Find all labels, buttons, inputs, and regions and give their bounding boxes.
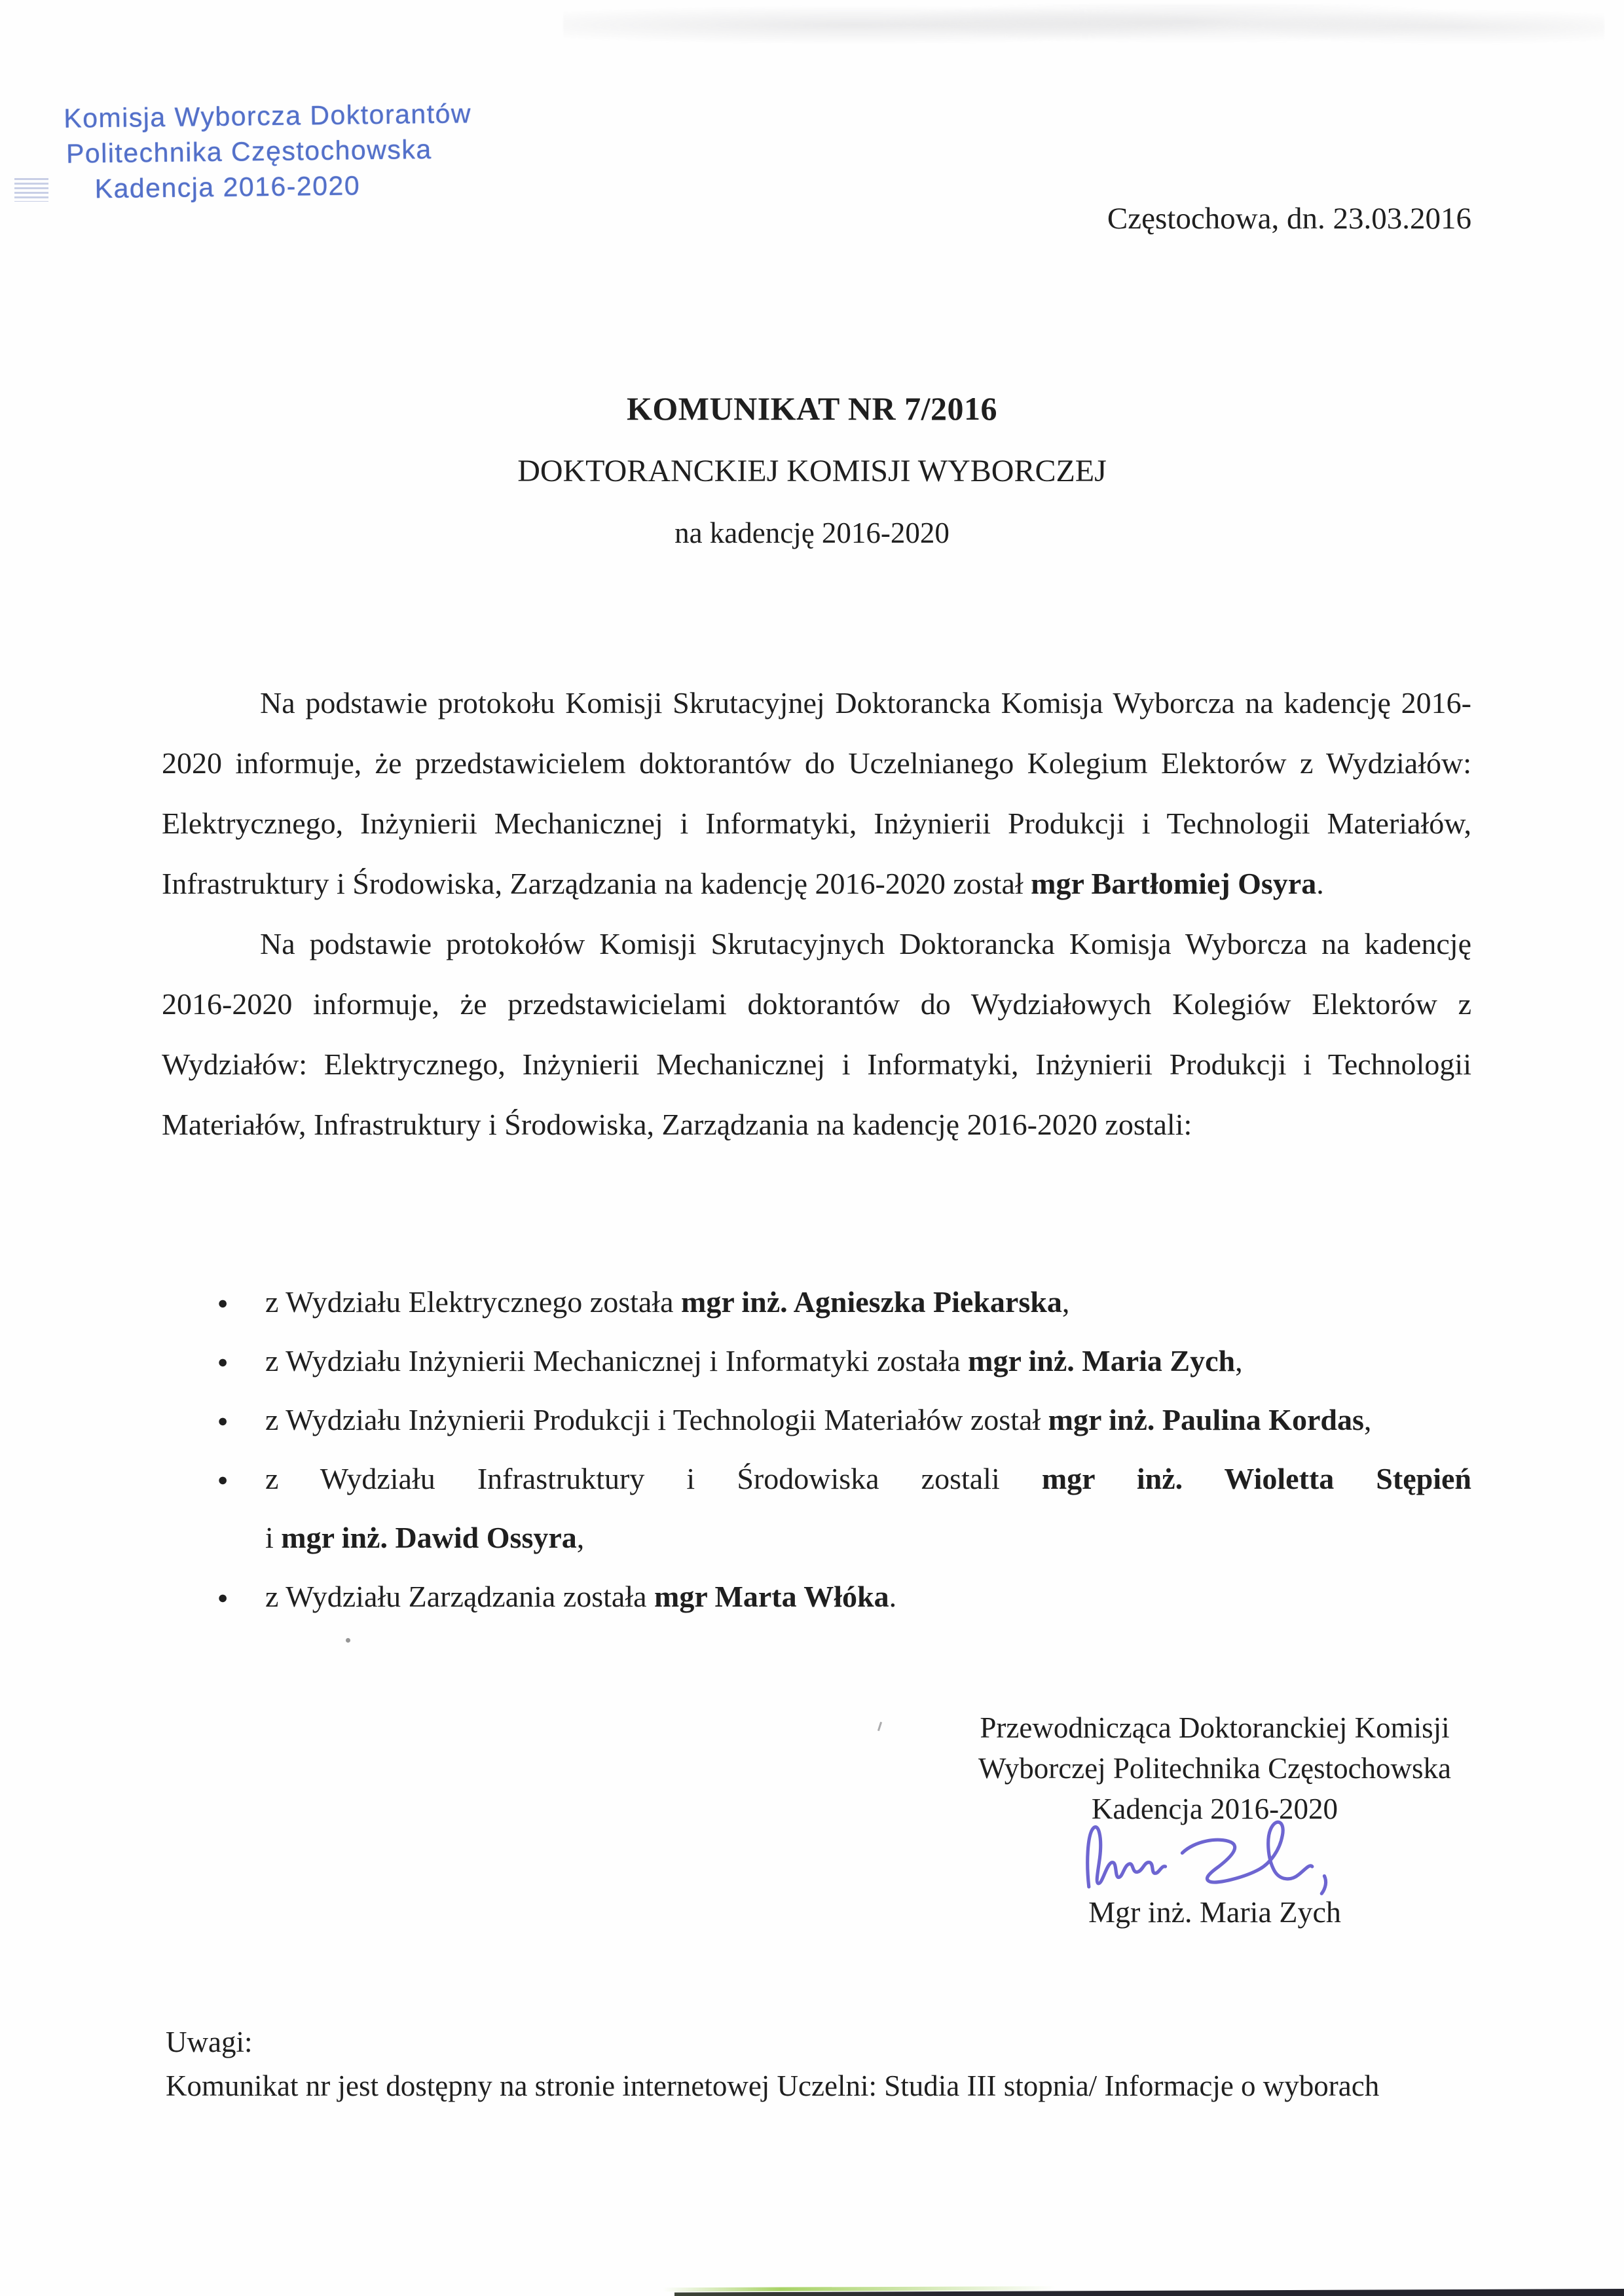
list-item-text-2: i: [265, 1521, 282, 1554]
paragraph-2: [162, 914, 1471, 1155]
list-item-text: z Wydziału Inżynierii Produkcji i Technologii Materiałów został: [265, 1403, 1048, 1436]
list-item-tail: ,: [1061, 1285, 1070, 1319]
committee-stamp: [64, 96, 473, 207]
notes-section: [166, 2020, 1390, 2108]
list-item-infrastruktura: [216, 1449, 1471, 1567]
paragraph-1-text: Na podstawie protokołu Komisji Skrutacyjnej Doktorancka Komisja Wyborcza na kadencję 2016-2020 informuje, że przedstawicielem doktorantów do Uczelnianego Kolegium Elektorów z Wydziałów: Elektrycznego, Inżynierii Mechanicznej i Informatyki, Inżynierii Produkcji i Technologii Materiałów, Infrastruktury i Środowiska, Zarządzania na kadencję 2016-2020 został: [162, 686, 1471, 900]
elected-representatives-list: [216, 1273, 1471, 1626]
list-item-first-line: [265, 1449, 1471, 1508]
person-name-zych: mgr inż. Maria Zych: [968, 1344, 1236, 1377]
scan-noise-artifact-top: [563, 4, 1604, 46]
list-item-text: z Wydziału Zarządzania została: [265, 1580, 655, 1613]
signature-title-line-1: Przewodnicząca Doktoranckiej Komisji: [980, 1711, 1450, 1744]
title-line-3: na kadencję 2016-2020: [674, 517, 950, 549]
list-item-zarzadzanie: [216, 1567, 1471, 1626]
person-name-kordas: mgr inż. Paulina Kordas: [1048, 1403, 1364, 1436]
scan-stray-dot: [346, 1638, 350, 1643]
paragraph-1-tail: .: [1316, 867, 1324, 900]
stamp-line-2: Politechnika Częstochowska: [65, 134, 432, 169]
paragraph-2-text: Na podstawie protokołów Komisji Skrutacyjnych Doktorancka Komisja Wyborcza na kadencję 2016-2020 informuje, że przedstawicielami doktorantów do Wydziałowych Kolegiów Elektorów z Wydziałów: Elektrycznego, Inżynierii Mechanicznej i Informatyki, Inżynierii Produkcji i Technologii Materiałów, Infrastruktury i Środowiska, Zarządzania na kadencję 2016-2020 zostali:: [162, 927, 1471, 1141]
list-item-tail: ,: [576, 1521, 585, 1554]
signature-stroke-last-name: [1182, 1822, 1312, 1882]
stamp-edge-smudge: [14, 178, 48, 202]
handwritten-signature: [1074, 1806, 1356, 1907]
document-title: [0, 378, 1624, 564]
paragraph-1: [162, 673, 1471, 914]
list-item-text: z Wydziału Infrastruktury i Środowiska zostali: [265, 1462, 1042, 1495]
document-body: [162, 673, 1471, 1155]
list-item-produkcja: [216, 1391, 1471, 1449]
list-item-tail: .: [889, 1580, 897, 1613]
stamp-line-3: Kadencja 2016-2020: [94, 170, 361, 204]
list-item-mechaniczny: [216, 1332, 1471, 1391]
person-name-stepien: mgr inż. Wioletta Stępień: [1041, 1462, 1471, 1495]
list-item-text: z Wydziału Elektrycznego została: [265, 1285, 681, 1319]
stamp-line-1: Komisja Wyborcza Doktorantów: [64, 98, 472, 134]
signature-title-line-2: Wyborczej Politechnika Częstochowska: [978, 1752, 1452, 1785]
signature-stroke-comma: [1321, 1876, 1325, 1893]
date-line: Częstochowa, dn. 23.03.2016: [1107, 202, 1471, 236]
title-line-1: KOMUNIKAT NR 7/2016: [627, 390, 997, 427]
person-name-ossyra: mgr inż. Dawid Ossyra: [281, 1521, 577, 1554]
person-name-wloka: mgr Marta Włóka: [654, 1580, 889, 1613]
title-line-2: DOKTORANCKIEJ KOMISJI WYBORCZEJ: [517, 454, 1107, 488]
list-item-tail: ,: [1363, 1403, 1372, 1436]
list-item-tail: ,: [1235, 1344, 1243, 1377]
signatory-name: Mgr inż. Maria Zych: [1088, 1895, 1341, 1929]
notes-body: Komunikat nr jest dostępny na stronie internetowej Uczelni: Studia III stopnia/ Informacje o wyborach: [166, 2069, 1380, 2102]
person-name-osyra: mgr Bartłomiej Osyra: [1031, 867, 1317, 900]
signature-stroke-first-name: [1088, 1827, 1166, 1887]
signature-title-line-3: Kadencja 2016-2020: [1091, 1793, 1338, 1825]
list-item-elektryczny: [216, 1273, 1471, 1332]
notes-label: Uwagi:: [166, 2026, 253, 2058]
list-item-text: z Wydziału Inżynierii Mechanicznej i Informatyki została: [265, 1344, 969, 1377]
scan-stray-tick: [877, 1722, 882, 1731]
person-name-piekarska: mgr inż. Agnieszka Piekarska: [681, 1285, 1062, 1319]
